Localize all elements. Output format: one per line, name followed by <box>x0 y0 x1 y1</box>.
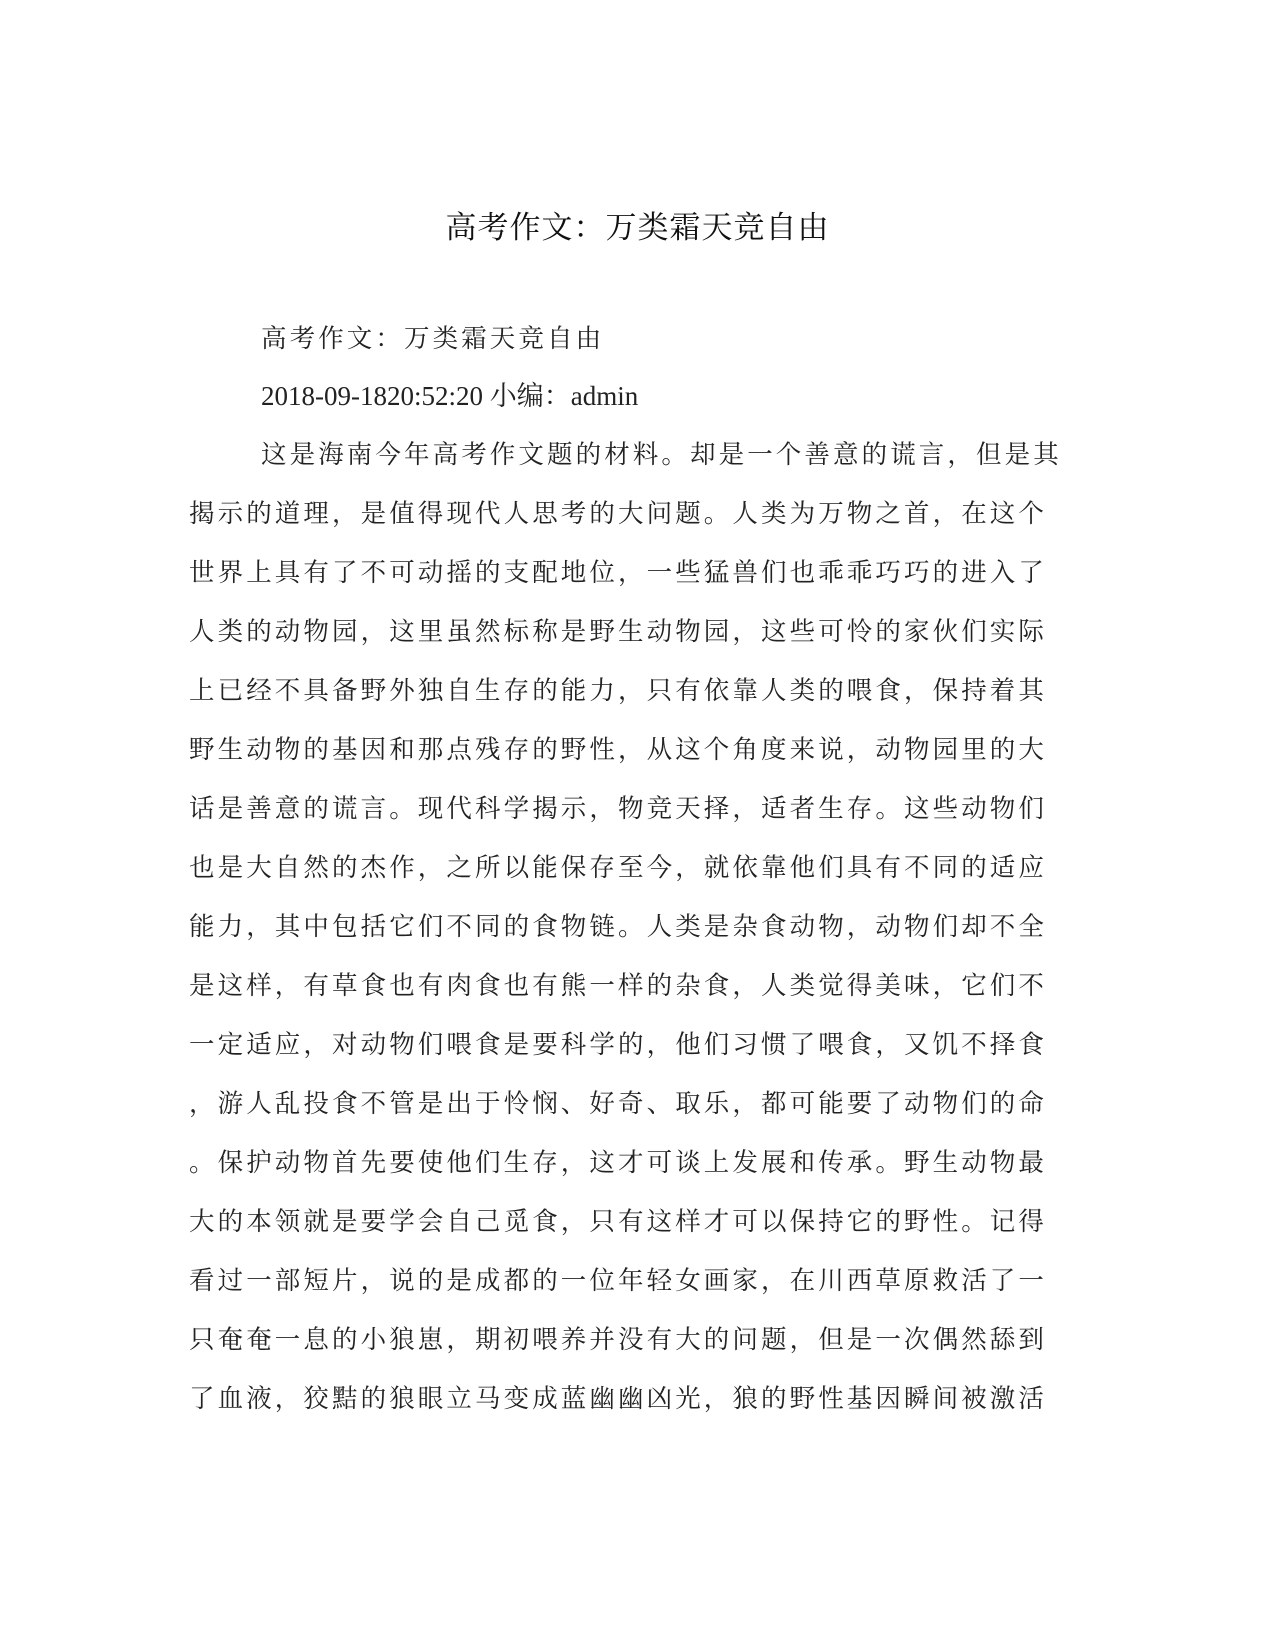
paragraph-line: 这是海南今年高考作文题的材料。却是一个善意的谎言，但是其 <box>261 440 1062 470</box>
paragraph-line: 人类的动物园，这里虽然标称是野生动物园，这些可怜的家伙们实际 <box>189 617 1048 647</box>
paragraph-line: 话是善意的谎言。现代科学揭示，物竞天择，适者生存。这些动物们 <box>189 794 1048 824</box>
paragraph-line: 也是大自然的杰作，之所以能保存至今，就依靠他们具有不同的适应 <box>189 853 1048 883</box>
paragraph-line: 野生动物的基因和那点残存的野性，从这个角度来说，动物园里的大 <box>189 735 1048 765</box>
paragraph-line: 能力，其中包括它们不同的食物链。人类是杂食动物，动物们却不全 <box>189 912 1048 942</box>
paragraph-line: ，游人乱投食不管是出于怜悯、好奇、取乐，都可能要了动物们的命 <box>189 1089 1048 1119</box>
paragraph-line: 看过一部短片，说的是成都的一位年轻女画家，在川西草原救活了一 <box>189 1266 1048 1296</box>
paragraph-line: 一定适应，对动物们喂食是要科学的，他们习惯了喂食，又饥不择食 <box>189 1030 1048 1060</box>
paragraph-line: 大的本领就是要学会自己觅食，只有这样才可以保持它的野性。记得 <box>189 1207 1048 1237</box>
paragraph-line: 了血液，狡黠的狼眼立马变成蓝幽幽凶光，狼的野性基因瞬间被激活 <box>189 1384 1048 1414</box>
paragraph-line: 只奄奄一息的小狼崽，期初喂养并没有大的问题，但是一次偶然舔到 <box>189 1325 1048 1355</box>
paragraph-line: 是这样，有草食也有肉食也有熊一样的杂食，人类觉得美味，它们不 <box>189 971 1048 1001</box>
subtitle-line: 高考作文：万类霜天竞自由 <box>261 324 605 354</box>
paragraph-line: 上已经不具备野外独自生存的能力，只有依靠人类的喂食，保持着其 <box>189 676 1048 706</box>
meta-line: 2018-09-1820:52:20 小编：admin <box>261 381 639 411</box>
paragraph-line: 。保护动物首先要使他们生存，这才可谈上发展和传承。野生动物最 <box>189 1148 1048 1178</box>
paragraph-line: 揭示的道理，是值得现代人思考的大问题。人类为万物之首，在这个 <box>189 499 1048 529</box>
document-title: 高考作文：万类霜天竞自由 <box>445 210 830 246</box>
paragraph-line: 世界上具有了不可动摇的支配地位，一些猛兽们也乖乖巧巧的进入了 <box>189 558 1048 588</box>
